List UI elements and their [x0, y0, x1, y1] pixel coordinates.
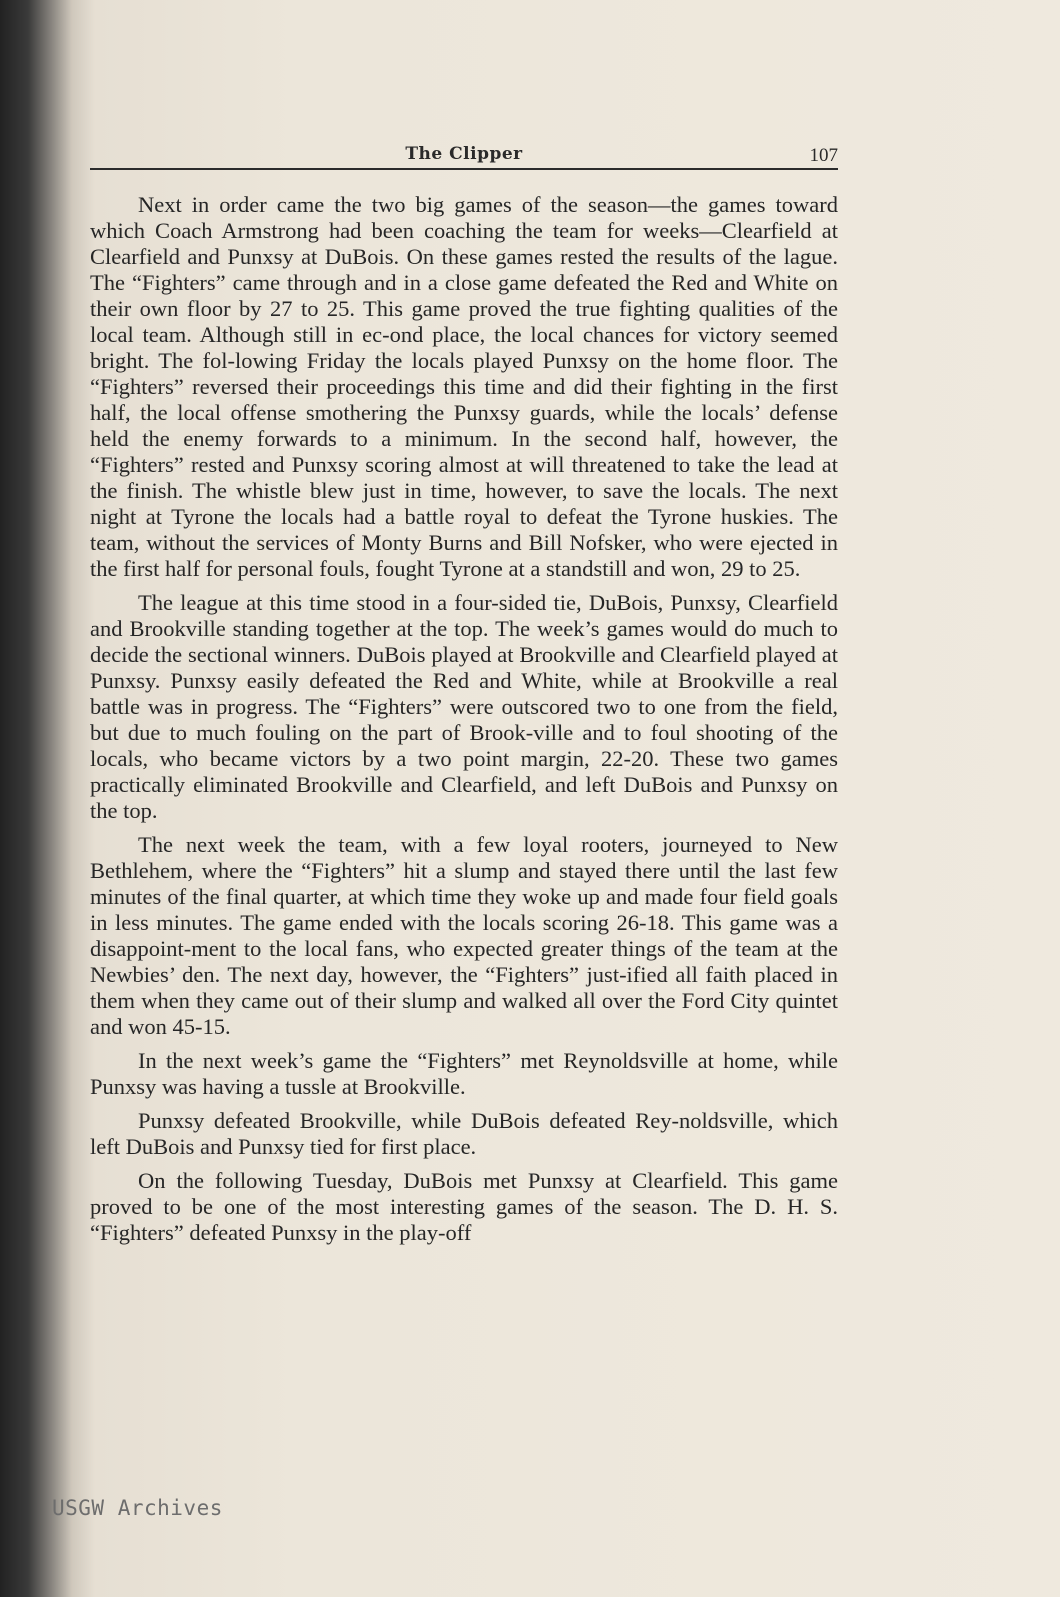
running-title: The Clipper	[405, 144, 523, 164]
paragraph-2: The league at this time stood in a four-sided tie, DuBois, Punxsy, Clearfield and Brookville standing together at the top. The week’s games would do much to decide the sectional winners. DuBois played at Brookville and Clearfield played at Punxsy. Punxsy easily defeated the Red and White, while at Brookville a real battle was in progress. The “Fighters” were outscored two to one from the field, but due to much fouling on the part of Brook-ville and to foul shooting of the locals, who became victors by a two point margin, 22-20. These two games practically eliminated Brookville and Clearfield, and left DuBois and Punxsy on the top.	[90, 590, 838, 823]
archive-watermark: USGW Archives	[52, 1496, 223, 1520]
paragraph-5: Punxsy defeated Brookville, while DuBois defeated Rey-noldsville, which left DuBois and Punxsy tied for first place.	[90, 1108, 838, 1159]
paragraph-6: On the following Tuesday, DuBois met Punxsy at Clearfield. This game proved to be one of the most interesting games of the season. The D. H. S. “Fighters” defeated Punxsy in the play-off	[90, 1168, 838, 1245]
body-text	[90, 192, 838, 1254]
paragraph-4: In the next week’s game the “Fighters” met Reynoldsville at home, while Punxsy was having a tussle at Brookville.	[90, 1048, 838, 1099]
page-header	[90, 142, 838, 170]
page-number: 107	[809, 145, 838, 166]
paragraph-1: Next in order came the two big games of the season—the games toward which Coach Armstrong had been coaching the team for weeks—Clearfield at Clearfield and Punxsy at DuBois. On these games rested the results of the lague. The “Fighters” came through and in a close game defeated the Red and White on their own floor by 27 to 25. This game proved the true fighting qualities of the local team. Although still in ec-ond place, the local chances for victory seemed bright. The fol-lowing Friday the locals played Punxsy on the home floor. The “Fighters” reversed their proceedings this time and did their fighting in the first half, the local offense smothering the Punxsy guards, while the locals’ defense held the enemy forwards to a minimum. In the second half, however, the “Fighters” rested and Punxsy scoring almost at will threatened to take the lead at the finish. The whistle blew just in time, however, to save the locals. The next night at Tyrone the locals had a battle royal to defeat the Tyrone huskies. The team, without the services of Monty Burns and Bill Nofsker, who were ejected in the first half for personal fouls, fought Tyrone at a standstill and won, 29 to 25.	[90, 192, 838, 581]
paragraph-3: The next week the team, with a few loyal rooters, journeyed to New Bethlehem, where the “Fighters” hit a slump and stayed there until the last few minutes of the final quarter, at which time they woke up and made four field goals in less minutes. The game ended with the locals scoring 26-18. This game was a disappoint-ment to the local fans, who expected greater things of the team at the Newbies’ den. The next day, however, the “Fighters” just-ified all faith placed in them when they came out of their slump and walked all over the Ford City quintet and won 45-15.	[90, 832, 838, 1039]
